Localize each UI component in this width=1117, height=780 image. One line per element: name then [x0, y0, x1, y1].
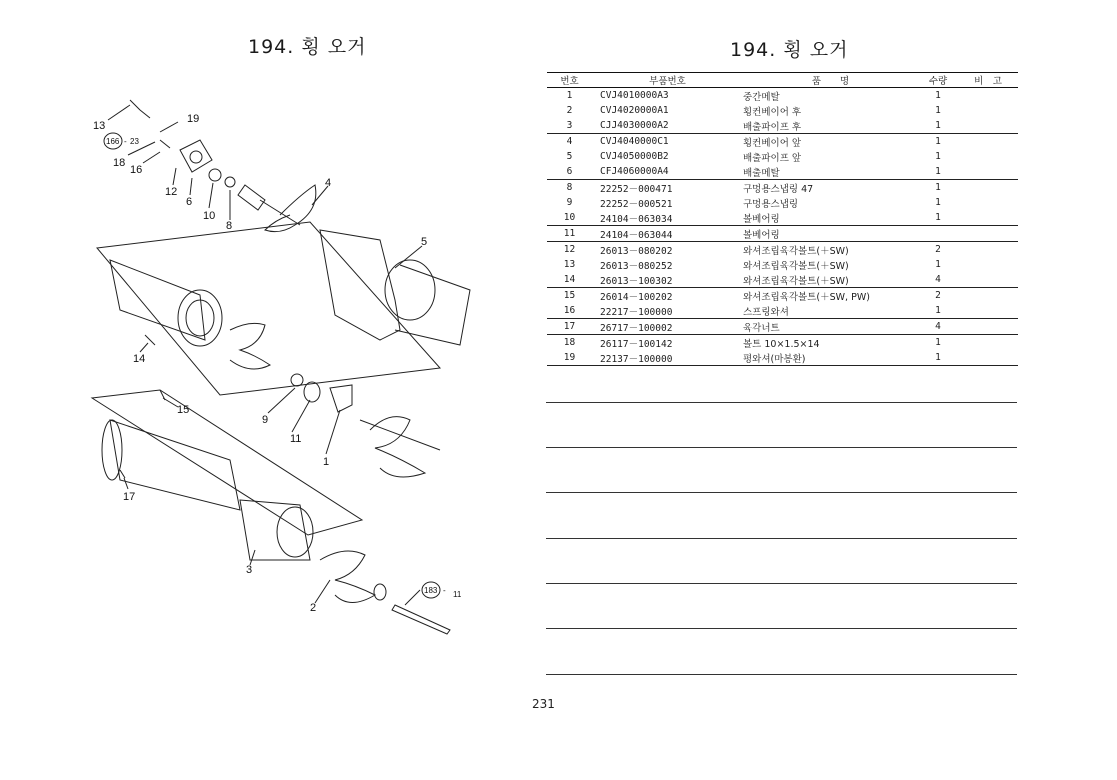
cell-part-number: 26013－080252	[600, 260, 673, 272]
cell-part-name: 구멍용스냅링	[743, 198, 799, 210]
discharge-pipe	[110, 260, 205, 340]
cell-quantity: 1	[935, 259, 941, 270]
blank-rule	[546, 538, 1017, 539]
table-row	[547, 335, 1018, 351]
drive-shaft	[392, 605, 450, 634]
cell-quantity: 2	[935, 290, 941, 301]
callout-15: 15	[177, 404, 190, 416]
cell-part-name: 볼트 10×1.5×14	[743, 338, 820, 350]
cell-quantity: 1	[935, 337, 941, 348]
cell-part-name: 와셔조립육각볼트(＋SW)	[735, 272, 918, 288]
callout-3: 3	[246, 564, 253, 576]
cell-remarks	[958, 319, 1018, 335]
header-quantity: 수량	[918, 73, 958, 88]
callout-2: 2	[310, 602, 317, 614]
cell-quantity: 1	[935, 105, 941, 116]
cell-remarks	[958, 242, 1018, 258]
cell-remarks	[958, 118, 1018, 134]
cell-part-number: 22137－100000	[592, 350, 735, 366]
callout-ref-166-prefix: -	[124, 137, 127, 146]
cell-part-number: 24104－063044	[592, 226, 735, 242]
table-row	[547, 242, 1018, 258]
cell-part-number: 22252－000471	[600, 183, 673, 195]
parts-table-body	[547, 88, 1018, 366]
table-row	[547, 88, 1018, 104]
blank-rule	[546, 628, 1017, 629]
cell-number: 5	[566, 151, 573, 162]
middle-metal	[330, 385, 352, 412]
cell-part-number: CVJ4020000A1	[600, 105, 669, 116]
cell-part-name: 육각너트	[735, 319, 918, 335]
cell-remarks	[958, 288, 1018, 304]
callout-14: 14	[133, 353, 146, 365]
cell-number: 19	[547, 350, 592, 366]
page-number: 231	[532, 697, 555, 711]
upper-assembly-plane	[97, 222, 440, 395]
cell-part-name: 배출파이프 후	[735, 118, 918, 134]
cell-remarks	[958, 164, 1018, 180]
header-remarks: 비 고	[958, 73, 1018, 88]
blank-rule	[546, 583, 1017, 584]
lower-assembly-plane	[92, 390, 362, 535]
cell-number: 1	[566, 90, 573, 101]
table-header-row	[547, 73, 1018, 88]
table-row	[547, 195, 1018, 210]
table-row	[547, 118, 1018, 134]
table-row	[547, 134, 1018, 150]
callout-ref-166: 166	[106, 137, 120, 146]
cell-number: 16	[547, 303, 592, 319]
parts-table	[547, 72, 1018, 366]
callout-8: 8	[226, 220, 233, 232]
cell-number: 2	[566, 105, 573, 116]
cell-part-name: 횡컨베이어 후	[743, 106, 802, 118]
table-row	[547, 288, 1018, 304]
cell-number: 15	[563, 290, 576, 301]
cell-remarks	[958, 195, 1018, 210]
cell-part-number: 26717－100002	[592, 319, 735, 335]
table-row	[547, 257, 1018, 272]
cell-quantity: 4	[918, 319, 958, 335]
table-row	[547, 149, 1018, 164]
cell-remarks	[958, 180, 1018, 196]
cell-part-name: 횡컨베이어 앞	[743, 137, 802, 149]
callout-ref-183-prefix: -	[443, 586, 446, 595]
callout-4: 4	[325, 177, 332, 189]
cell-remarks	[958, 350, 1018, 366]
header-number: 번호	[547, 73, 592, 88]
cell-remarks	[958, 210, 1018, 226]
callout-1: 1	[323, 456, 330, 468]
rear-auger-shaft	[360, 417, 440, 477]
cell-quantity: 1	[918, 118, 958, 134]
cell-part-name: 와셔조립육각볼트(＋SW, PW)	[743, 291, 870, 303]
cell-part-name: 평와셔(마봉환)	[735, 350, 918, 366]
table-row	[547, 210, 1018, 226]
cell-part-name: 볼베어링	[735, 226, 918, 242]
blank-rule	[546, 674, 1017, 675]
callout-5: 5	[421, 236, 428, 248]
cell-part-name: 배출파이프 앞	[743, 152, 802, 164]
cell-remarks	[958, 134, 1018, 150]
cell-part-name: 배출메탈	[735, 164, 918, 180]
cell-part-name: 스프링와셔	[735, 303, 918, 319]
table-row	[547, 350, 1018, 366]
callout-19: 19	[187, 113, 200, 125]
cell-quantity: 1	[935, 151, 941, 162]
cell-part-number: 26014－100202	[600, 291, 673, 303]
cell-quantity: 1	[935, 197, 941, 208]
table-row	[547, 272, 1018, 288]
cell-number: 4	[566, 136, 573, 147]
callout-10: 10	[203, 210, 216, 222]
cell-part-number: CFJ4060000A4	[592, 164, 735, 180]
cell-number: 6	[547, 164, 592, 180]
header-part-number: 부품번호	[592, 73, 735, 88]
callout-11: 11	[290, 433, 302, 445]
cell-remarks	[958, 226, 1018, 242]
cell-number: 11	[547, 226, 592, 242]
cell-part-number: CVJ4010000A3	[600, 90, 669, 101]
cell-quantity: 1	[918, 164, 958, 180]
cell-number: 10	[547, 210, 592, 226]
cell-number: 3	[547, 118, 592, 134]
bearing-10	[209, 169, 221, 181]
cell-quantity	[918, 226, 958, 242]
cell-number: 14	[547, 272, 592, 288]
cell-part-number: 24104－063034	[592, 210, 735, 226]
bearing-housing	[180, 140, 212, 172]
cell-part-number: CVJ4040000C1	[600, 136, 669, 147]
cell-quantity: 1	[918, 303, 958, 319]
cell-quantity: 1	[935, 182, 941, 193]
cell-number: 12	[563, 244, 576, 255]
cell-remarks	[958, 103, 1018, 118]
cell-quantity: 1	[918, 350, 958, 366]
cell-part-name: 볼베어링	[735, 210, 918, 226]
cell-number: 18	[563, 337, 576, 348]
cell-number: 13	[563, 259, 576, 270]
callout-16: 16	[130, 164, 143, 176]
callout-6: 6	[186, 196, 193, 208]
cell-part-number: 22252－000521	[600, 198, 673, 210]
callout-18: 18	[113, 157, 126, 169]
page-title-left: 194. 횡 오거	[248, 36, 367, 58]
cell-number: 17	[547, 319, 592, 335]
callout-13: 13	[93, 120, 106, 132]
cell-remarks	[958, 88, 1018, 104]
cell-remarks	[958, 257, 1018, 272]
table-row	[547, 303, 1018, 319]
cell-quantity: 1	[935, 90, 941, 101]
blank-rule	[546, 492, 1017, 493]
cell-number: 8	[566, 182, 573, 193]
cell-remarks	[958, 272, 1018, 288]
page-title-right: 194. 횡 오거	[730, 39, 849, 61]
cell-part-number: 26013－100302	[592, 272, 735, 288]
cell-part-name: 와셔조립육각볼트(＋SW)	[743, 245, 849, 257]
cell-part-number: 26013－080202	[600, 245, 673, 257]
table-row	[547, 180, 1018, 196]
table-row	[547, 103, 1018, 118]
table-row	[547, 319, 1018, 335]
rear-auger	[320, 551, 375, 603]
blank-rule	[546, 402, 1017, 403]
callout-9: 9	[262, 414, 269, 426]
blank-rule	[546, 447, 1017, 448]
table-row	[547, 226, 1018, 242]
callout-12: 12	[165, 186, 178, 198]
cell-part-name: 중간메탈	[743, 91, 780, 103]
cell-quantity: 1	[918, 210, 958, 226]
cell-remarks	[958, 149, 1018, 164]
cell-part-name: 와셔조립육각볼트(＋SW)	[743, 260, 849, 272]
cell-part-number: 22217－100000	[592, 303, 735, 319]
header-part-name: 품 명	[735, 73, 918, 88]
cell-part-number: 26117－100142	[600, 338, 673, 350]
snap-ring-8	[225, 177, 235, 187]
cell-quantity: 2	[935, 244, 941, 255]
table-row	[547, 164, 1018, 180]
callout-ref-183-sub: 11	[453, 590, 462, 599]
cell-part-number: CJJ4030000A2	[592, 118, 735, 134]
middle-auger	[230, 323, 270, 369]
cell-remarks	[958, 303, 1018, 319]
callout-17: 17	[123, 491, 136, 503]
cell-part-number: CVJ4050000B2	[600, 151, 669, 162]
cell-quantity: 4	[918, 272, 958, 288]
cell-number: 9	[566, 197, 573, 208]
cell-part-name: 구멍용스냅링 47	[743, 183, 814, 195]
cell-remarks	[958, 335, 1018, 351]
exploded-parts-diagram	[0, 0, 540, 780]
callout-ref-166-sub: 23	[130, 137, 139, 146]
callout-ref-183: 183	[424, 586, 438, 595]
cell-quantity: 1	[935, 136, 941, 147]
